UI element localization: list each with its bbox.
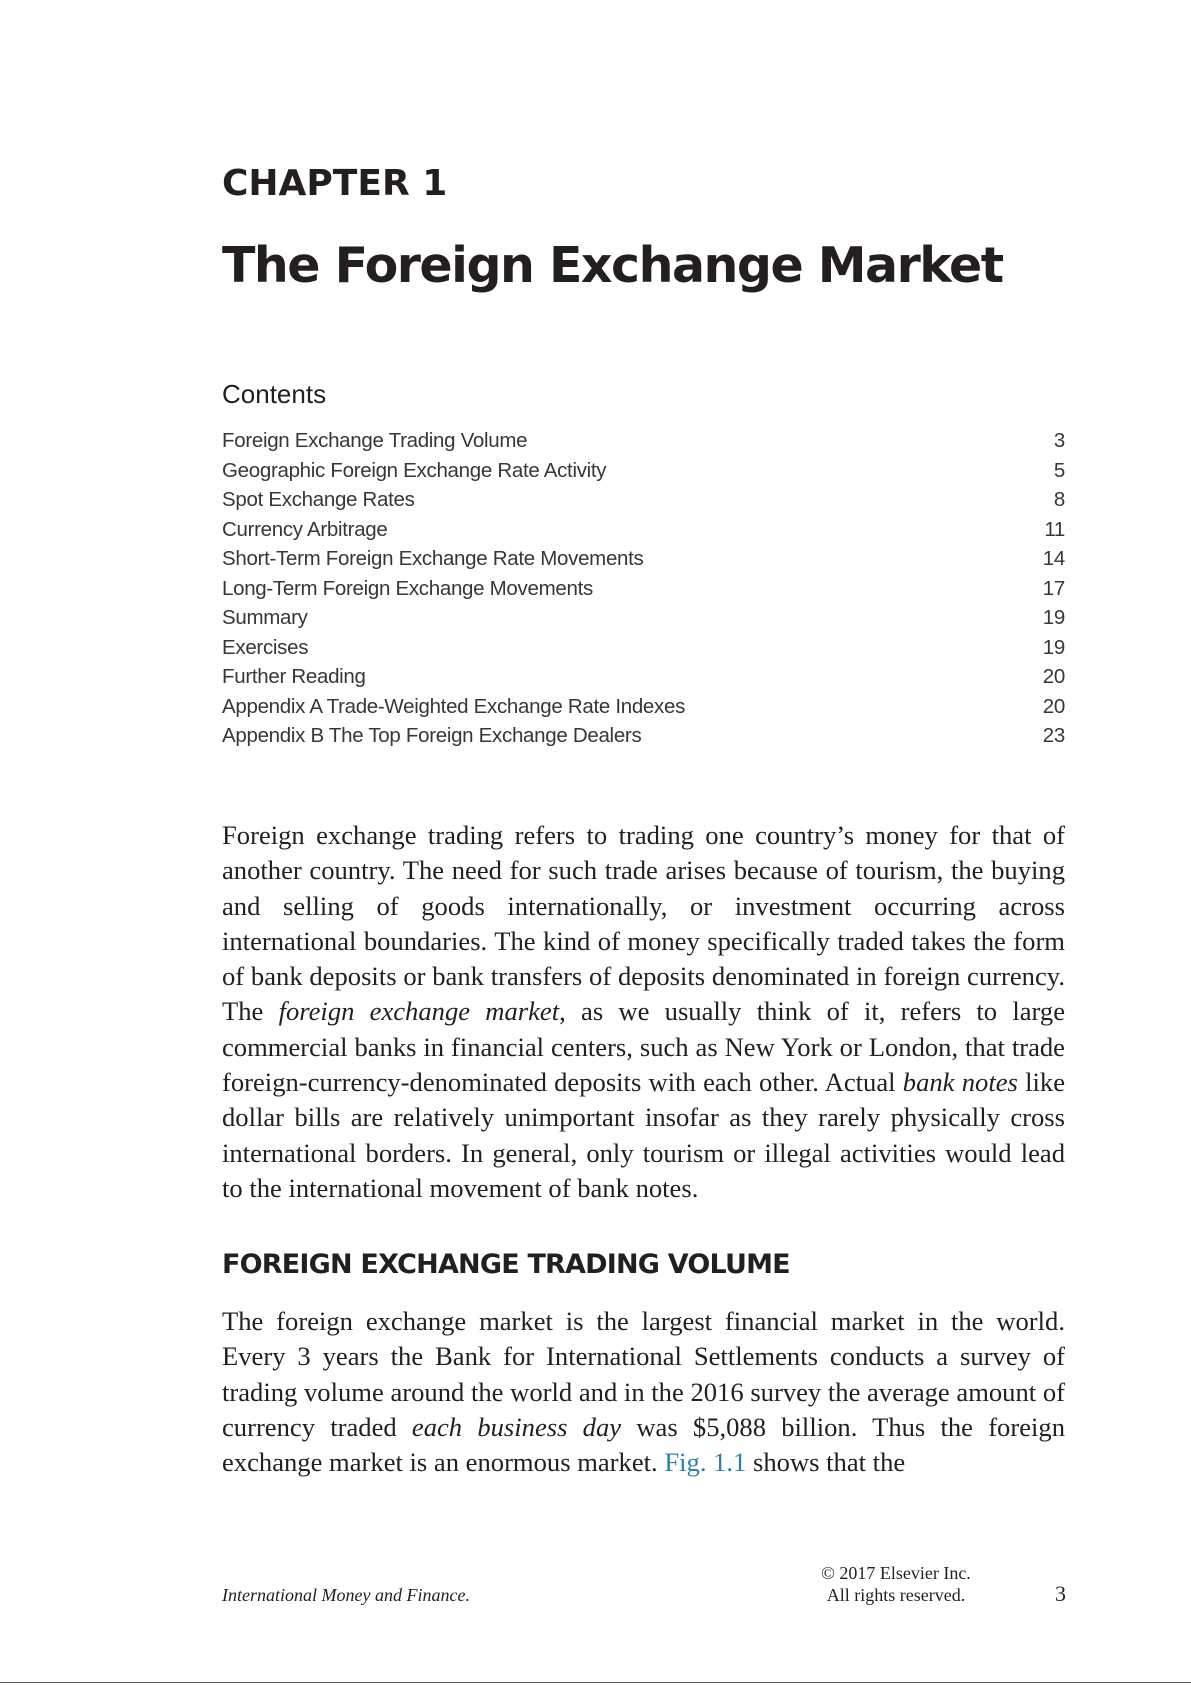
toc-item-title: Spot Exchange Rates (222, 488, 415, 511)
section-text-1: The foreign exchange market is the largest financial market in the world. Every 3 years the Bank for International Settlements conducts a survey of trading volume around the world and in the 2016 survey the average amount of currency traded (222, 1306, 1065, 1442)
figure-link[interactable]: Fig. 1.1 (664, 1447, 747, 1478)
contents-heading: Contents (222, 379, 327, 409)
intro-text-3: like dollar bills are relatively unimportant insofar as they rarely physically cross international borders. In general, only tourism or illegal activities would lead to the international movement of bank notes. (222, 1067, 1066, 1203)
table-of-contents (222, 426, 1065, 751)
intro-text-1: Foreign exchange trading refers to trading one country’s money for that of another country. The need for such trade arises because of tourism, the buying and selling of goods internationally, or investment occurring across international boundaries. The kind of money specifically traded takes the form of bank deposits or bank transfers of deposits denominated in foreign currency. The (222, 820, 1065, 1027)
toc-item[interactable] (222, 515, 1065, 545)
toc-item-title: Appendix A Trade-Weighted Exchange Rate Indexes (222, 694, 686, 718)
section-paragraph (222, 1304, 1065, 1480)
toc-item-page: 11 (1044, 517, 1065, 541)
toc-item-page: 19 (1042, 635, 1065, 659)
toc-item-page: 17 (1042, 576, 1065, 600)
page-number: 3 (1055, 1581, 1066, 1606)
toc-item[interactable] (222, 574, 1065, 604)
toc-item-title: Appendix B The Top Foreign Exchange Dealers (222, 724, 642, 747)
toc-item-title: Summary (222, 606, 308, 629)
toc-item[interactable] (222, 426, 1065, 456)
toc-item-title: Currency Arbitrage (222, 517, 388, 541)
bottom-divider (0, 1682, 1191, 1683)
toc-item[interactable] (222, 692, 1065, 722)
section-heading: FOREIGN EXCHANGE TRADING VOLUME (222, 1249, 790, 1280)
copyright-line-2: All rights reserved. (826, 1585, 966, 1605)
intro-paragraph (222, 818, 1065, 1206)
copyright-line-1: © 2017 Elsevier Inc. (821, 1563, 971, 1583)
term-bank-notes: bank notes (902, 1067, 1018, 1098)
toc-item[interactable] (222, 485, 1065, 515)
toc-item-page: 20 (1042, 665, 1065, 688)
term-each-business-day: each business day (411, 1411, 622, 1442)
chapter-label: CHAPTER 1 (222, 163, 448, 204)
toc-item[interactable] (222, 456, 1065, 486)
toc-item-page: 14 (1042, 547, 1065, 570)
toc-item-title: Exercises (222, 635, 309, 659)
intro-text-2: , as we usually think of it, refers to large commercial banks in financial centers, such as New York or London, that trade foreign-currency-denominated deposits with each other. Actual (222, 996, 1065, 1098)
toc-item-title: Long-Term Foreign Exchange Movements (222, 576, 593, 600)
toc-item-title: Short-Term Foreign Exchange Rate Movements (222, 547, 644, 570)
chapter-title: The Foreign Exchange Market (222, 237, 1003, 294)
toc-item[interactable] (222, 662, 1065, 692)
toc-item-page: 19 (1042, 606, 1065, 629)
toc-item-title: Foreign Exchange Trading Volume (222, 429, 528, 452)
toc-item[interactable] (222, 721, 1065, 751)
term-foreign-exchange-market: foreign exchange market (278, 996, 560, 1027)
footer-book-title: International Money and Finance. (222, 1585, 470, 1605)
toc-item-page: 5 (1053, 458, 1065, 482)
toc-item-title: Geographic Foreign Exchange Rate Activity (222, 458, 607, 482)
toc-item-page: 20 (1042, 694, 1065, 718)
toc-item-page: 8 (1053, 488, 1065, 511)
toc-item[interactable] (222, 603, 1065, 633)
footer-copyright (780, 1562, 1012, 1606)
toc-item-title: Further Reading (222, 665, 366, 688)
toc-item-page: 23 (1042, 724, 1065, 747)
toc-item-page: 3 (1053, 429, 1065, 452)
toc-item[interactable] (222, 544, 1065, 574)
section-text-2: was $5,088 billion. Thus the foreign exchange market is an enormous market. (222, 1411, 1065, 1478)
section-text-3: shows that the (746, 1447, 906, 1478)
toc-item[interactable] (222, 633, 1065, 663)
